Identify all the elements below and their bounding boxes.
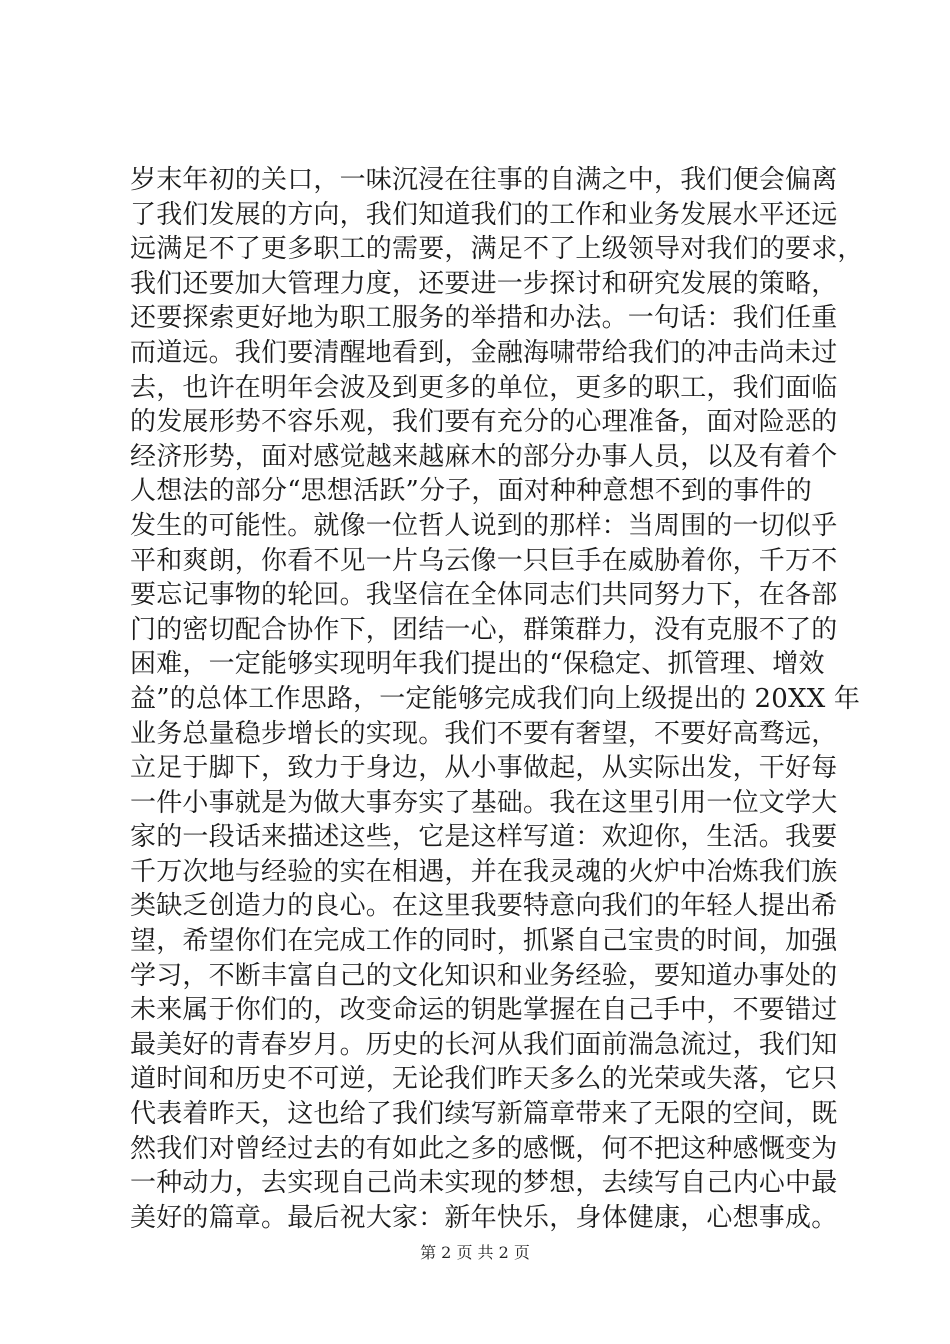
text-line: 一种动力，去实现自己尚未实现的梦想，去续写自己内心中最 — [130, 1168, 838, 1199]
text-line: 远满足不了更多职工的需要，满足不了上级领导对我们的要求， — [130, 234, 864, 265]
text-line: 未来属于你们的，改变命运的钥匙掌握在自己手中，不要错过 — [130, 995, 838, 1026]
text-line: 还要探索更好地为职工服务的举措和办法。一句话：我们任重 — [130, 303, 838, 334]
text-line: 道时间和历史不可逆，无论我们昨天多么的光荣或失落，它只 — [130, 1064, 838, 1095]
text-line: 益”的总体工作思路，一定能够完成我们向上级提出的 20XX 年 — [130, 683, 861, 714]
text-line: 业务总量稳步增长的实现。我们不要有奢望，不要好高骛远， — [130, 718, 838, 749]
text-line: 最美好的青春岁月。历史的长河从我们面前湍急流过，我们知 — [130, 1029, 838, 1060]
text-line: 岁末年初的关口，一味沉浸在往事的自满之中，我们便会偏离 — [130, 165, 838, 195]
text-line: 平和爽朗，你看不见一片乌云像一只巨手在威胁着你，千万不 — [130, 545, 838, 576]
text-line: 我们还要加大管理力度，还要进一步探讨和研究发展的策略， — [130, 268, 838, 299]
text-line: 一件小事就是为做大事夯实了基础。我在这里引用一位文学大 — [130, 787, 838, 818]
text-line: 经济形势，面对感觉越来越麻木的部分办事人员，以及有着个 — [130, 441, 838, 472]
text-line: 家的一段话来描述这些，它是这样写道：欢迎你，生活。我要 — [130, 822, 838, 853]
text-line: 困难，一定能够实现明年我们提出的“保稳定、抓管理、增效 — [130, 649, 825, 680]
text-line: 代表着昨天，这也给了我们续写新篇章带来了无限的空间，既 — [130, 1099, 838, 1130]
page-indicator: 第 2 页 共 2 页 — [420, 1243, 530, 1262]
text-line: 美好的篇章。最后祝大家：新年快乐，身体健康，心想事成。 — [130, 1202, 838, 1233]
text-line: 而道远。我们要清醒地看到，金融海啸带给我们的冲击尚未过 — [130, 337, 838, 368]
text-line: 要忘记事物的轮回。我坚信在全体同志们共同努力下，在各部 — [130, 580, 838, 611]
page-footer — [0, 1240, 950, 1263]
text-line: 望，希望你们在完成工作的同时，抓紧自己宝贵的时间，加强 — [130, 926, 838, 957]
text-line: 类缺乏创造力的良心。在这里我要特意向我们的年轻人提出希 — [130, 891, 838, 922]
text-line: 的发展形势不容乐观，我们要有充分的心理准备，面对险恶的 — [130, 407, 838, 438]
text-line: 去，也许在明年会波及到更多的单位，更多的职工，我们面临 — [130, 372, 838, 403]
text-line: 了我们发展的方向，我们知道我们的工作和业务发展水平还远 — [130, 199, 838, 230]
text-line: 千万次地与经验的实在相遇，并在我灵魂的火炉中冶炼我们族 — [130, 856, 838, 887]
text-line: 然我们对曾经过去的有如此之多的感慨，何不把这种感慨变为 — [130, 1133, 838, 1164]
text-line: 发生的可能性。就像一位哲人说到的那样：当周围的一切似乎 — [130, 510, 838, 541]
body-text — [130, 163, 864, 1235]
text-line: 学习，不断丰富自己的文化知识和业务经验，要知道办事处的 — [130, 960, 838, 991]
text-line: 立足于脚下，致力于身边，从小事做起，从实际出发，干好每 — [130, 753, 838, 784]
text-line: 门的密切配合协作下，团结一心，群策群力，没有克服不了的 — [130, 614, 838, 645]
text-line: 人想法的部分“思想活跃”分子，面对种种意想不到的事件的 — [130, 476, 812, 507]
